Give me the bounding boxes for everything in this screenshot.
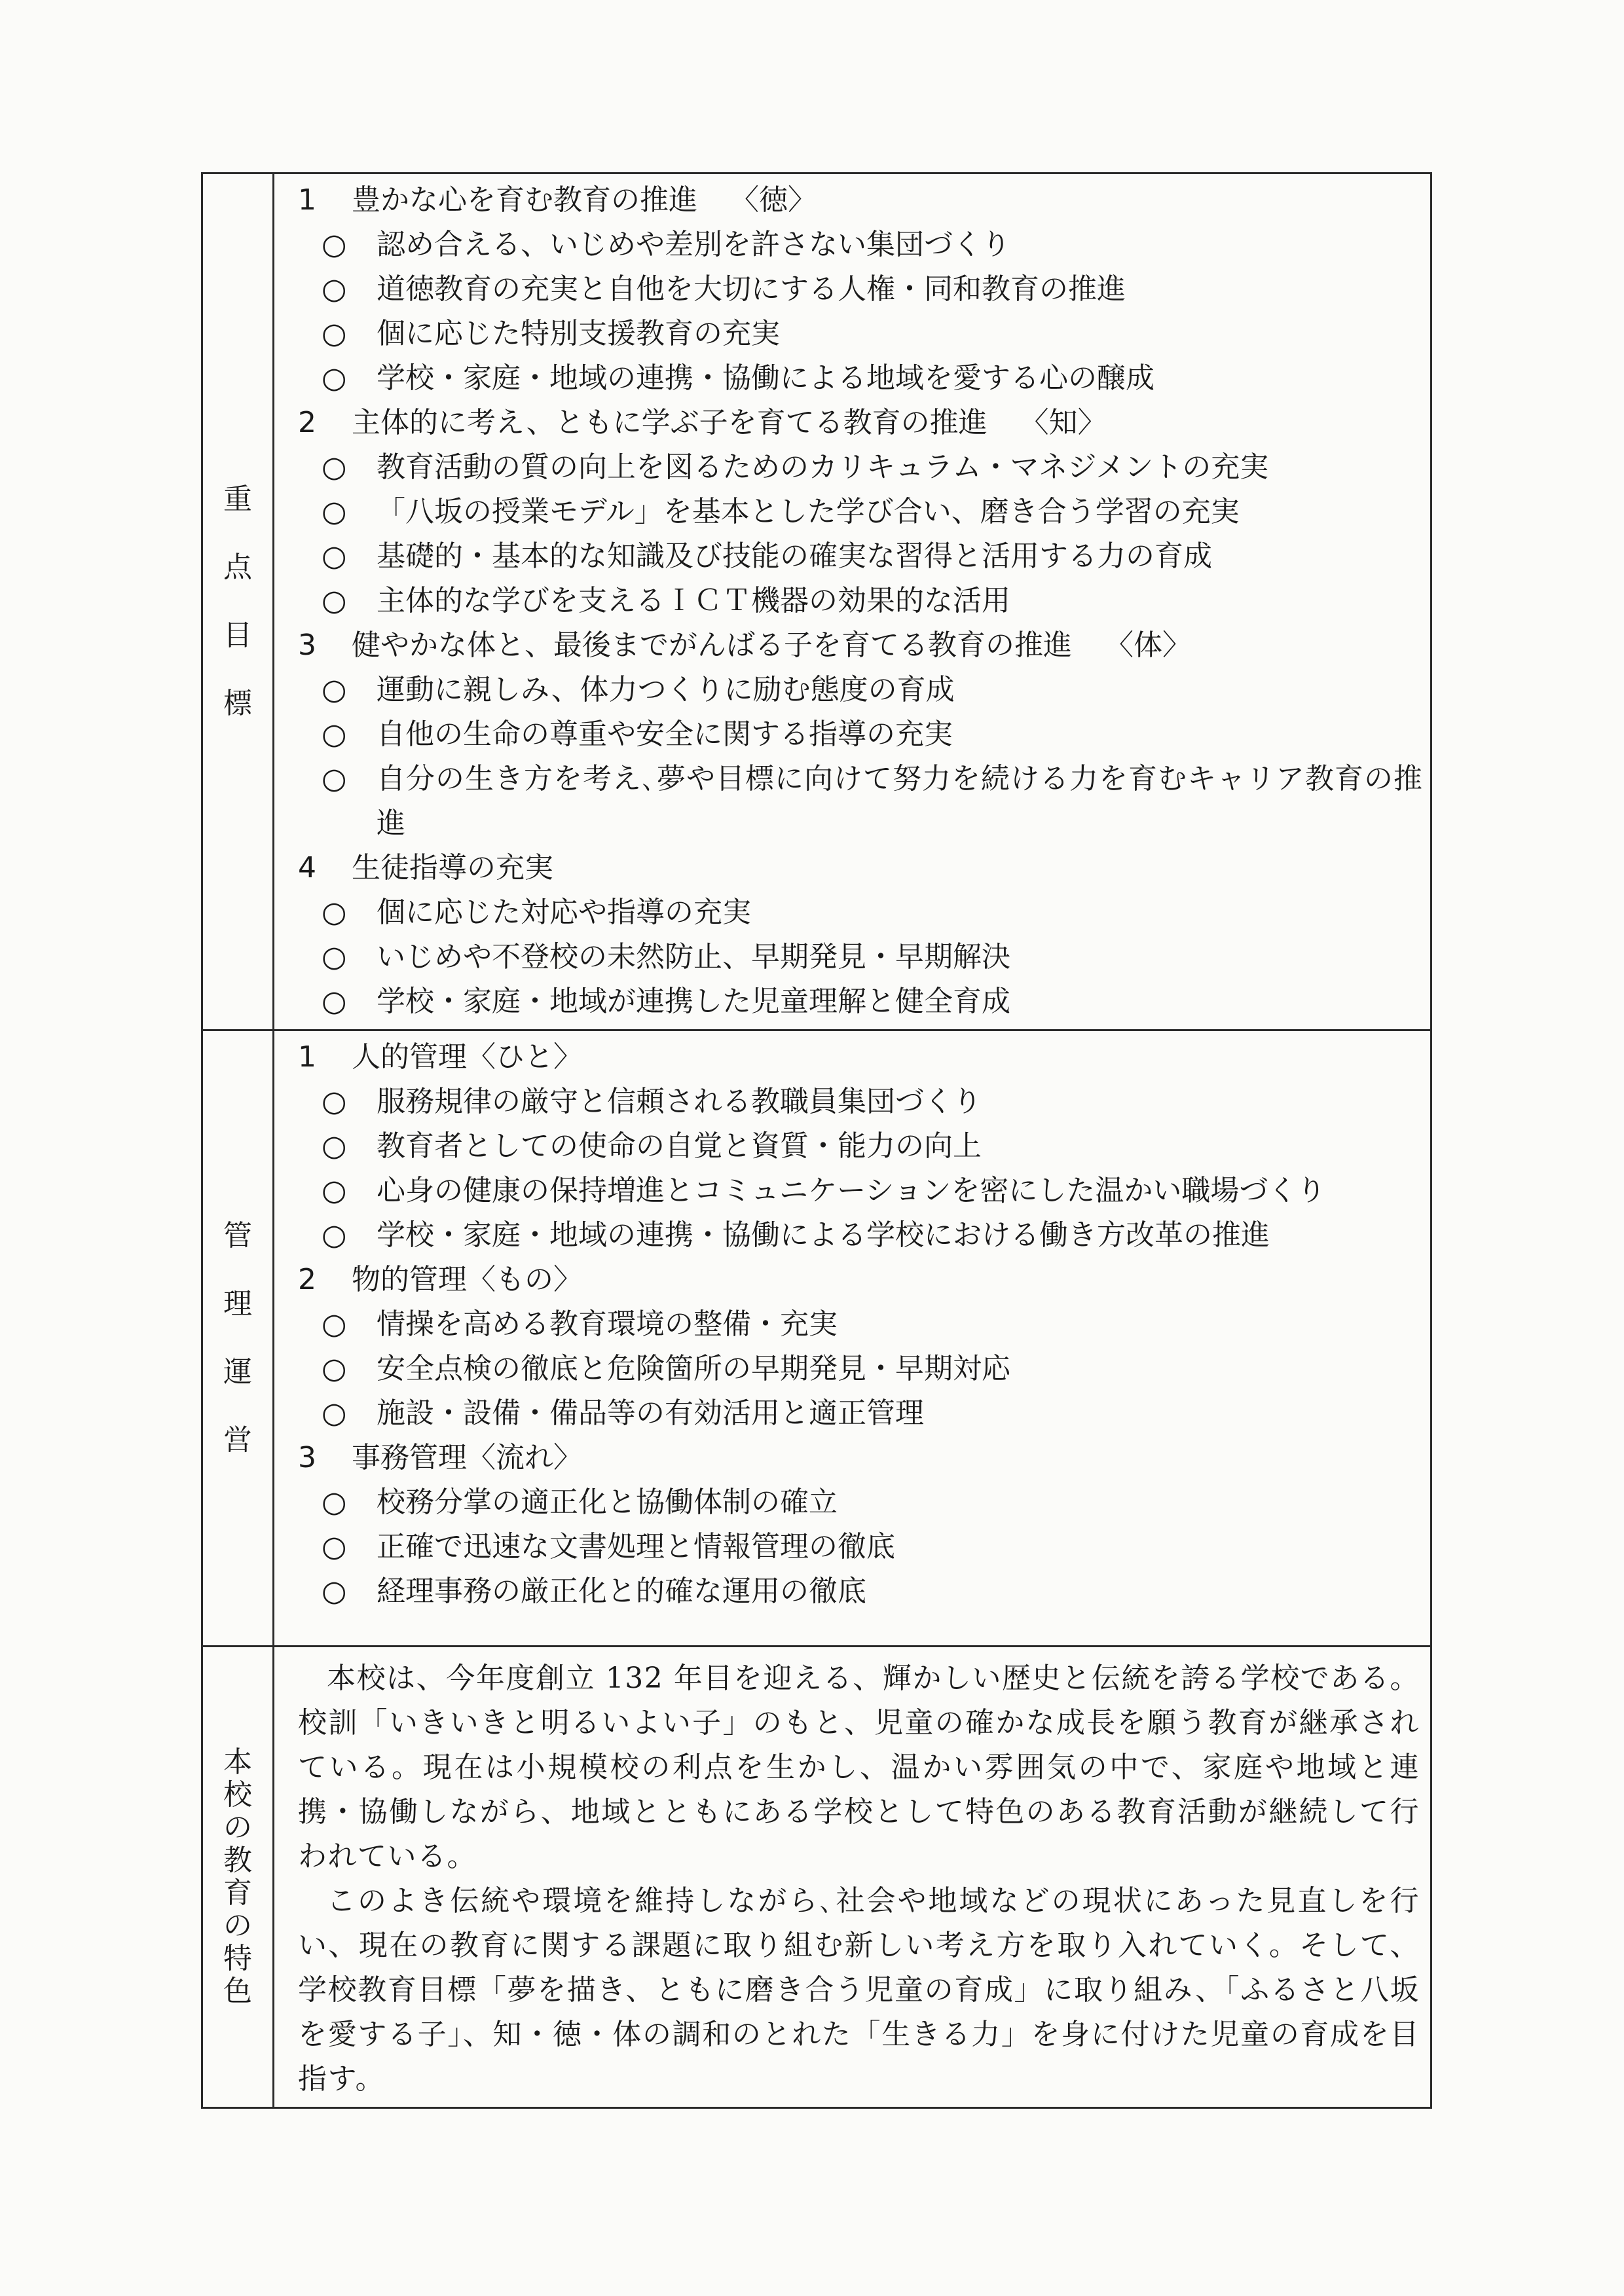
- content-tokushoku: [274, 1647, 1431, 2108]
- circle-bullet-icon: ○: [322, 1218, 347, 1252]
- list-item-text: 基礎的・基本的な知識及び技能の確実な習得と活用する力の育成: [377, 539, 1212, 573]
- list-item-text: 認め合える、いじめや差別を許さない集団づくり: [377, 228, 1010, 261]
- list-item-text: 主体的な学びを支えるＩＣＴ機器の効果的な活用: [377, 584, 1010, 617]
- label-char: 管: [223, 1219, 252, 1252]
- list-item: [298, 312, 1424, 356]
- label-char: 重: [223, 483, 252, 516]
- circle-bullet-icon: ○: [322, 1174, 347, 1207]
- circle-bullet-icon: ○: [322, 1530, 347, 1563]
- label-char: 点: [223, 551, 252, 584]
- list-item-text: 心身の健康の保持増進とコミュニケーションを密にした温かい職場づくり: [377, 1174, 1326, 1207]
- list-item: [298, 979, 1424, 1024]
- list-item-text: 道徳教育の充実と自他を大切にする人権・同和教育の推進: [377, 272, 1126, 306]
- circle-bullet-icon: ○: [322, 539, 347, 573]
- list-item-text: 個に応じた対応や指導の充実: [377, 896, 751, 929]
- circle-bullet-icon: ○: [322, 317, 347, 350]
- section-tag: 〈体〉: [1105, 629, 1191, 662]
- circle-bullet-icon: ○: [322, 584, 347, 617]
- label-char: 育: [223, 1876, 252, 1910]
- list-item: [298, 1347, 1424, 1391]
- row-label-tokushoku: [202, 1647, 274, 2108]
- list-item: [298, 1391, 1424, 1436]
- circle-bullet-icon: ○: [322, 495, 347, 528]
- circle-bullet-icon: ○: [322, 361, 347, 395]
- row-kanriunei: [202, 1030, 1431, 1647]
- list-item: [298, 712, 1424, 757]
- section-number: 1: [298, 1040, 316, 1074]
- list-item: [298, 267, 1424, 312]
- list-item: [298, 935, 1424, 979]
- list-item-text: 服務規律の厳守と信頼される教職員集団づくり: [377, 1085, 982, 1118]
- section-heading: [298, 178, 1424, 223]
- list-item: [298, 445, 1424, 490]
- vertical-label: [203, 1746, 272, 2008]
- content-kanriunei: [274, 1030, 1431, 1647]
- section-heading: [298, 1035, 1424, 1080]
- circle-bullet-icon: ○: [322, 272, 347, 306]
- row-tokushoku: [202, 1647, 1431, 2108]
- paragraph: このよき伝統や環境を維持しながら､社会や地域などの現状にあった見直しを行い、現在の教育に関する課題に取り組む新しい考え方を取り入れていく。そして、学校教育目標「夢を描き、ともに磨き合う児童の育成」に取り組み、「ふるさと八坂を愛する子」、知・徳・体の調和のとれた「生きる力」を身に付けた児童の育成を目指す。: [298, 1884, 1420, 2096]
- list-item: [298, 1569, 1424, 1614]
- list-item: [298, 490, 1424, 534]
- circle-bullet-icon: ○: [322, 1396, 347, 1430]
- label-char: 本: [223, 1745, 252, 1779]
- label-char: 目: [223, 619, 252, 652]
- list-item-text: 校務分掌の適正化と協働体制の確立: [377, 1485, 838, 1519]
- list-item-text: 正確で迅速な文書処理と情報管理の徹底: [377, 1530, 895, 1563]
- circle-bullet-icon: ○: [322, 1307, 347, 1341]
- row-label-kanriunei: [202, 1030, 274, 1647]
- list-item-text: 情操を高める教育環境の整備・充実: [377, 1307, 838, 1341]
- label-char: 色: [223, 1975, 252, 2008]
- label-char: 理: [223, 1287, 252, 1321]
- list-item: [298, 668, 1424, 712]
- section-title: 健やかな体と、最後までがんばる子を育てる教育の推進: [352, 629, 1072, 662]
- section-heading: [298, 401, 1424, 445]
- label-char: 教: [223, 1844, 252, 1877]
- list-item: [298, 1080, 1424, 1124]
- circle-bullet-icon: ○: [322, 228, 347, 261]
- label-char: の: [223, 1811, 252, 1844]
- section-title: 生徒指導の充実: [352, 851, 553, 884]
- label-char: 特: [223, 1942, 252, 1975]
- section-number: 2: [298, 1263, 316, 1296]
- list-item: [298, 1302, 1424, 1347]
- label-char: 校: [223, 1778, 252, 1812]
- list-item-text: 教育者としての使命の自覚と資質・能力の向上: [377, 1129, 982, 1163]
- circle-bullet-icon: ○: [322, 1085, 347, 1118]
- label-char: の: [223, 1909, 252, 1942]
- list-item: [298, 356, 1424, 401]
- list-item-text: 学校・家庭・地域が連携した児童理解と健全育成: [377, 985, 1010, 1018]
- circle-bullet-icon: ○: [322, 762, 348, 795]
- circle-bullet-icon: ○: [322, 673, 347, 706]
- circle-bullet-icon: ○: [322, 1485, 347, 1519]
- circle-bullet-icon: ○: [322, 1352, 347, 1385]
- list-item: [298, 579, 1424, 623]
- list-item-text: いじめや不登校の未然防止、早期発見・早期解決: [377, 940, 1010, 974]
- section-number: 1: [298, 183, 316, 217]
- list-item: [298, 1213, 1424, 1258]
- list-item: [298, 1480, 1424, 1525]
- circle-bullet-icon: ○: [322, 940, 347, 974]
- section-heading: [298, 623, 1424, 668]
- list-item: [298, 1525, 1424, 1569]
- vertical-label: [203, 1202, 272, 1474]
- list-item-text: 「八坂の授業モデル」を基本とした学び合い、磨き合う学習の充実: [377, 495, 1240, 528]
- section-title: 豊かな心を育む教育の推進: [352, 183, 697, 217]
- label-char: 標: [223, 687, 252, 720]
- list-item-text: 経理事務の厳正化と的確な運用の徹底: [377, 1575, 866, 1608]
- list-item-text: 学校・家庭・地域の連携・協働による学校における働き方改革の推進: [377, 1218, 1270, 1252]
- circle-bullet-icon: ○: [322, 985, 347, 1018]
- section-title: 主体的に考え、ともに学ぶ子を育てる教育の推進: [352, 406, 987, 439]
- section-number: 3: [298, 1441, 316, 1474]
- content-jutenmokuhyo: [274, 173, 1431, 1030]
- vertical-label: [203, 465, 272, 738]
- circle-bullet-icon: ○: [322, 1575, 347, 1608]
- list-item-text: 運動に親しみ、体力つくりに励む態度の育成: [377, 673, 955, 706]
- list-item-text: 施設・設備・備品等の有効活用と適正管理: [377, 1396, 924, 1430]
- list-item-text: 安全点検の徹底と危険箇所の早期発見・早期対応: [377, 1352, 1010, 1385]
- list-item-text: 自分の生き方を考え､夢や目標に向けて努力を続ける力を育むキャリア教育の推進: [377, 762, 1423, 840]
- list-item: [298, 223, 1424, 267]
- circle-bullet-icon: ○: [322, 718, 347, 751]
- list-item: [298, 1169, 1424, 1213]
- section-number: 4: [298, 851, 316, 884]
- section-tag: 〈知〉: [1020, 406, 1107, 439]
- list-item: [298, 1124, 1424, 1169]
- section-title: 人的管理〈ひと〉: [352, 1040, 582, 1074]
- label-char: 運: [223, 1355, 252, 1389]
- row-jutenmokuhyo: [202, 173, 1431, 1030]
- list-item: [298, 534, 1424, 579]
- circle-bullet-icon: ○: [322, 1129, 347, 1163]
- section-number: 2: [298, 406, 316, 439]
- section-heading: [298, 846, 1424, 890]
- school-policy-table: [201, 172, 1432, 2109]
- section-heading: [298, 1258, 1424, 1302]
- list-item-text: 自他の生命の尊重や安全に関する指導の充実: [377, 718, 953, 751]
- list-item-text: 教育活動の質の向上を図るためのカリキュラム・マネジメントの充実: [377, 450, 1269, 484]
- circle-bullet-icon: ○: [322, 896, 347, 929]
- section-number: 3: [298, 629, 316, 662]
- label-char: 営: [223, 1423, 252, 1457]
- row-label-jutenmokuhyo: [202, 173, 274, 1030]
- list-item: [298, 890, 1424, 935]
- list-item-text: 学校・家庭・地域の連携・協働による地域を愛する心の醸成: [377, 361, 1154, 395]
- list-item-text: 個に応じた特別支援教育の充実: [377, 317, 780, 350]
- list-item: [298, 757, 1424, 846]
- paragraph: 本校は、今年度創立 132 年目を迎える、輝かしい歴史と伝統を誇る学校である。校訓「いきいきと明るいよい子」のもと、児童の確かな成長を願う教育が継承されている。現在は小規模校の利点を生かし、温かい雰囲気の中で、家庭や地域と連携・協働しながら、地域とともにある学校として特色のある教育活動が継続して行われている。: [298, 1662, 1420, 1873]
- section-title: 事務管理〈流れ〉: [352, 1441, 582, 1474]
- section-tag: 〈徳〉: [730, 183, 817, 217]
- section-title: 物的管理〈もの〉: [352, 1263, 582, 1296]
- section-heading: [298, 1436, 1424, 1480]
- circle-bullet-icon: ○: [322, 450, 347, 484]
